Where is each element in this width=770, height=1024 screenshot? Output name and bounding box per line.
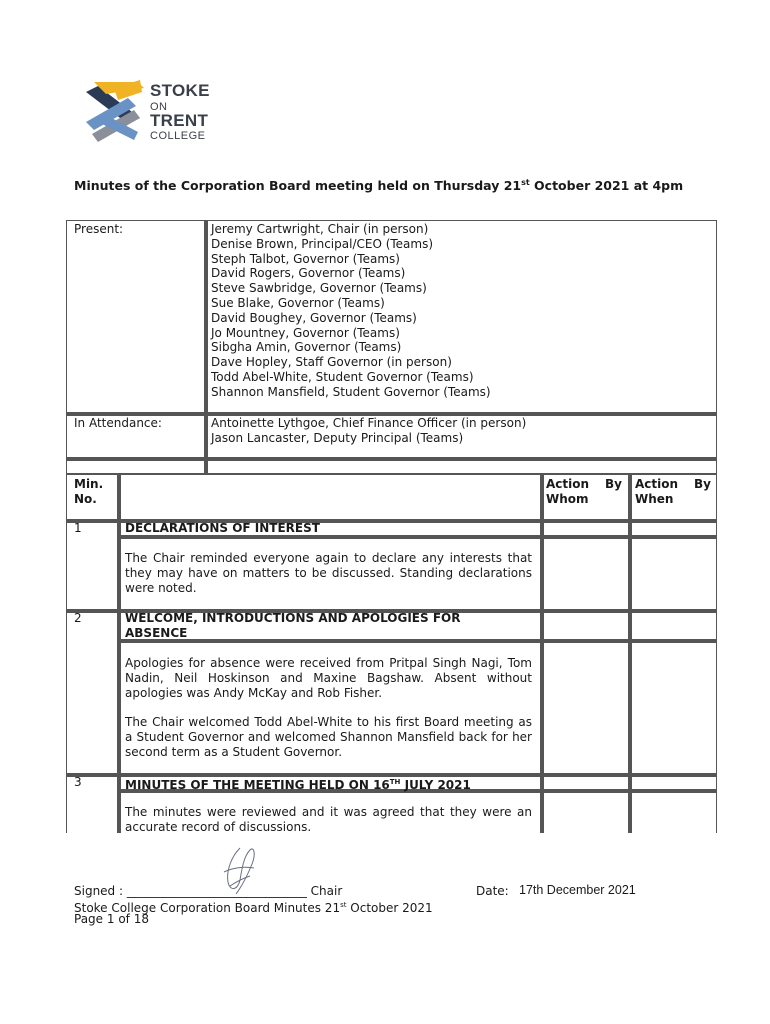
minute-paragraph: The Chair reminded everyone again to declare any interests that they may have on matters to be discussed. Standing declarations were noted.	[125, 551, 532, 595]
minute-paragraph: The Chair welcomed Todd Abel-White to his first Board meeting as a Student Governor and welcomed Shannon Mansfield back for her second term as a Student Governor.	[125, 715, 532, 759]
minute-heading: MINUTES OF THE MEETING HELD ON 16TH JULY 2021	[125, 778, 471, 792]
minute-paragraph: The minutes were reviewed and it was agreed that they were an accurate record of discussions.	[125, 805, 532, 834]
date-value: 17th December 2021	[519, 883, 636, 897]
present-name: Steph Talbot, Governor (Teams)	[211, 252, 400, 266]
present-name: Shannon Mansfield, Student Governor (Teams)	[211, 385, 491, 399]
attendance-label: In Attendance:	[74, 416, 162, 430]
minute-number: 3	[74, 775, 82, 789]
minute-heading: DECLARATIONS OF INTEREST	[125, 521, 320, 535]
present-name: David Rogers, Governor (Teams)	[211, 266, 406, 280]
signed-line: Signed : ______________________________ Chair	[74, 884, 343, 898]
attendance-name: Jason Lancaster, Deputy Principal (Teams)	[211, 431, 464, 445]
present-name: Todd Abel-White, Student Governor (Teams)	[211, 370, 474, 384]
present-name: Denise Brown, Principal/CEO (Teams)	[211, 237, 434, 251]
minute-paragraph: Apologies for absence were received from Pritpal Singh Nagi, Tom Nadin, Neil Hoskinson and Maxine Bagshaw. Absent without apologies was Andy McKay and Rob Fisher.	[125, 656, 532, 700]
minutes-col-divider	[117, 474, 121, 833]
col-header-action-by-when: Action By When	[635, 477, 711, 506]
minutes-col-divider	[628, 474, 632, 833]
attendance-name: Antoinette Lythgoe, Chief Finance Officer (in person)	[211, 416, 527, 430]
present-name: Jo Mountney, Governor (Teams)	[211, 326, 400, 340]
present-name: Sue Blake, Governor (Teams)	[211, 296, 385, 310]
present-name: Dave Hopley, Staff Governor (in person)	[211, 355, 452, 369]
col-header-action-by-whom: Action By Whom	[546, 477, 622, 506]
document-footer-title: Stoke College Corporation Board Minutes 21st October 2021	[74, 901, 433, 915]
minutes-col-divider	[540, 474, 544, 833]
attendance-row-divider	[66, 457, 717, 461]
col-header-min-no: Min. No.	[74, 477, 104, 506]
present-name: Jeremy Cartwright, Chair (in person)	[211, 222, 429, 236]
present-name: Sibgha Amin, Governor (Teams)	[211, 340, 402, 354]
page-title: Minutes of the Corporation Board meeting held on Thursday 21st October 2021 at 4pm	[74, 178, 684, 194]
attendance-col-divider	[204, 220, 208, 474]
present-name: David Boughey, Governor (Teams)	[211, 311, 417, 325]
minute-heading: WELCOME, INTRODUCTIONS AND APOLOGIES FOR ABSENCE	[125, 611, 461, 640]
present-name: Steve Sawbridge, Governor (Teams)	[211, 281, 427, 295]
minute-number: 1	[74, 521, 82, 535]
minute-number: 2	[74, 611, 82, 625]
present-label: Present:	[74, 222, 124, 236]
page-number: Page 1 of 18	[74, 912, 149, 926]
date-label: Date:	[476, 884, 509, 898]
